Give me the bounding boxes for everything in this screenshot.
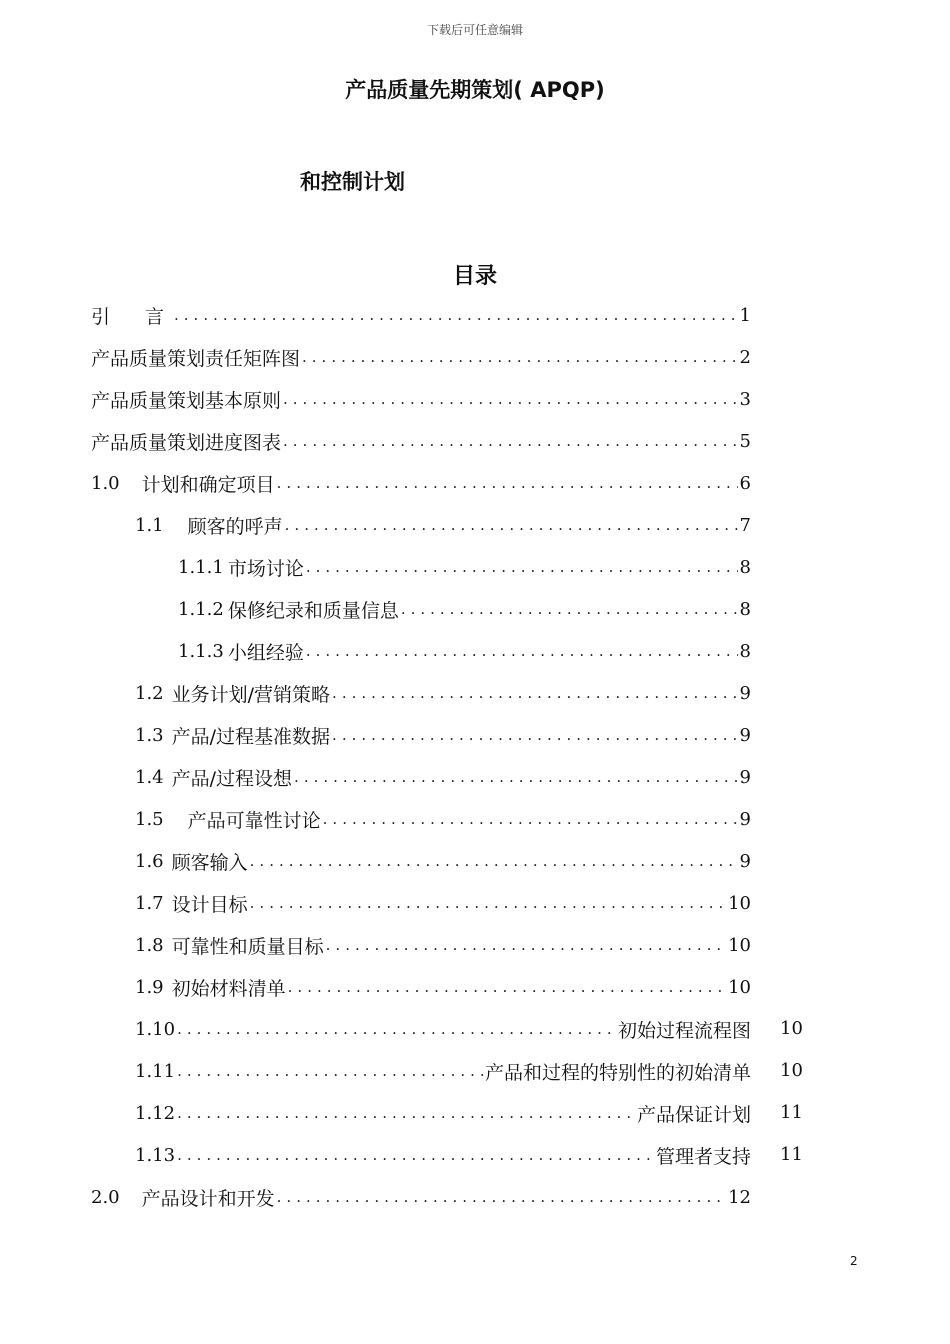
toc-entry-page: 9 [739,724,751,746]
toc-entry-page: 7 [739,514,751,536]
toc-entry-number: 1.7 [135,892,164,914]
toc-entry-label: 小组经验 [227,641,304,664]
toc-entry-number: 1.6 [135,850,164,872]
toc-entry-label: 产品设计和开发 [141,1187,275,1210]
toc-entry-label: 产品/过程设想 [171,767,293,790]
page-number: 2 [850,1254,858,1268]
toc-leader [175,1148,656,1163]
toc-entry-number: 1.3 [135,724,164,746]
toc-entry-number: 1.1 [135,514,164,536]
toc-entry[interactable] [91,424,751,458]
toc-entry-page: 9 [739,766,751,788]
toc-entry-label: 产品质量策划责任矩阵图 [91,347,301,370]
toc-entry-page: 10 [780,1018,803,1039]
toc-entry-page: 11 [780,1102,803,1123]
toc-entry-page: 12 [728,1186,751,1208]
document-title: 产品质量先期策划( APQP) [345,78,605,102]
toc-leader [330,686,738,701]
toc-leader [275,1190,726,1205]
toc-entry[interactable] [178,634,751,668]
toc-entry-number: 2.0 [91,1186,120,1208]
toc-entry-number: 1.10 [135,1018,176,1040]
toc-entry[interactable] [135,760,751,794]
toc-entry-label: 可靠性和质量目标 [171,935,324,958]
toc-entry[interactable] [135,886,751,920]
toc-entry[interactable] [135,844,751,878]
toc-entry[interactable] [135,928,751,962]
toc-entry-label: 初始材料清单 [171,977,286,1000]
toc-entry-label: 产品/过程基准数据 [171,725,331,748]
toc-entry[interactable] [135,1012,751,1046]
toc-entry-page: 5 [739,430,751,452]
toc-entry[interactable] [135,676,751,710]
toc-leader [248,854,738,869]
toc-leader [275,476,738,491]
toc-entry-label: 引 言 [91,305,173,328]
toc-entry-label: 业务计划/营销策略 [171,683,331,706]
toc-entry-number: 1.2 [135,682,164,704]
toc-leader [281,392,738,407]
toc-entry[interactable] [91,340,751,374]
toc-entry[interactable] [91,298,751,332]
toc-entry-label: 设计目标 [171,893,248,916]
toc-entry-number: 1.4 [135,766,164,788]
toc-entry-label: 顾客的呼声 [187,515,283,538]
toc-entry[interactable] [91,382,751,416]
toc-entry-number: 1.5 [135,808,164,830]
toc-entry-page: 9 [739,682,751,704]
toc-entry[interactable] [91,1180,751,1214]
page-header: 下载后可任意编辑 [426,23,523,37]
toc-entry-page: 1 [739,304,751,326]
toc-entry-number: 1.1.3 [178,640,224,662]
toc-entry-page: 8 [739,556,751,578]
toc-entry[interactable] [178,592,751,626]
toc-leader [330,728,738,743]
toc-entry-number: 1.8 [135,934,164,956]
toc-leader [175,1064,485,1079]
toc-leader [324,938,726,953]
toc-entry[interactable] [178,550,751,584]
toc-entry-page: 8 [739,598,751,620]
toc-entry[interactable] [135,508,751,542]
toc-entry[interactable] [91,466,751,500]
toc-entry-number: 1.1.1 [178,556,224,578]
toc-entry-page: 10 [728,976,751,998]
toc-entry[interactable] [135,970,751,1004]
toc-entry-page: 10 [780,1060,803,1081]
toc-entry-label: 产品可靠性讨论 [187,809,321,832]
toc-leader [304,644,738,659]
toc-entry-page: 2 [739,346,751,368]
toc-entry-page: 10 [728,892,751,914]
document-subtitle: 和控制计划 [300,170,405,194]
toc-entry-page: 9 [739,850,751,872]
toc-entry-label: 计划和确定项目 [141,473,275,496]
toc-entry-label: 初始过程流程图 [617,1019,751,1042]
toc-entry[interactable] [135,1054,751,1088]
toc-entry-label: 产品质量策划进度图表 [91,431,282,454]
toc-leader [172,308,738,323]
toc-leader [399,602,738,617]
toc-entry[interactable] [135,802,751,836]
toc-leader [175,1106,637,1121]
toc-leader [248,896,726,911]
toc-entry-label: 市场讨论 [227,557,304,580]
toc-entry[interactable] [135,718,751,752]
toc-entry-number: 1.13 [135,1144,176,1166]
toc-entry-page: 8 [739,640,751,662]
toc-entry-number: 1.1.2 [178,598,224,620]
toc-entry-page: 6 [739,472,751,494]
toc-entry-number: 1.12 [135,1102,176,1124]
toc-leader [304,560,738,575]
toc-entry-number: 1.0 [91,472,120,494]
toc-leader [300,350,738,365]
toc-entry-page: 3 [739,388,751,410]
toc-entry[interactable] [135,1138,751,1172]
toc-leader [283,518,738,533]
toc-leader [292,770,738,785]
toc-entry-page: 9 [739,808,751,830]
toc-leader [281,434,738,449]
toc-entry-label: 保修纪录和质量信息 [227,599,399,622]
toc-leader [286,980,726,995]
toc-entry-label: 管理者支持 [655,1145,751,1168]
toc-entry-label: 顾客输入 [171,851,248,874]
toc-entry-page: 11 [780,1144,803,1165]
toc-entry-label: 产品保证计划 [636,1103,751,1126]
toc-leader [321,812,738,827]
toc-entry[interactable] [135,1096,751,1130]
toc-entry-number: 1.11 [135,1060,176,1082]
toc-entry-number: 1.9 [135,976,164,998]
toc-entry-label: 产品和过程的特别性的初始清单 [484,1061,751,1084]
toc-leader [175,1022,618,1037]
toc-heading: 目录 [452,264,497,289]
toc-entry-label: 产品质量策划基本原则 [91,389,282,412]
toc-entry-page: 10 [728,934,751,956]
